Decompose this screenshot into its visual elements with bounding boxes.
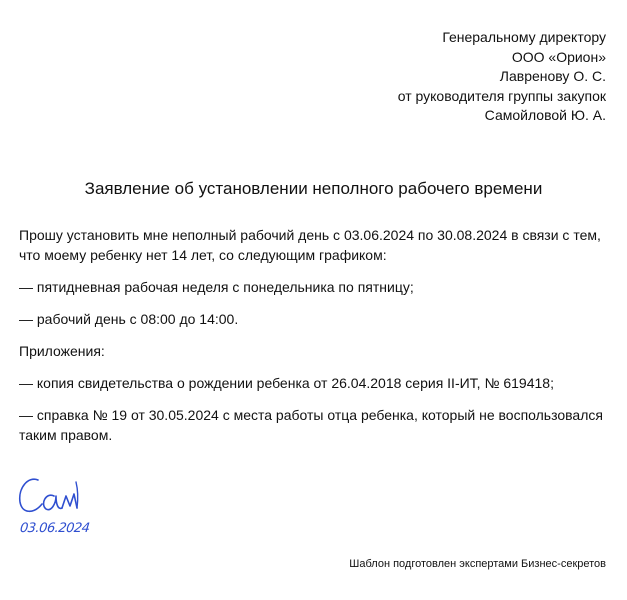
- attachments-heading: Приложения:: [19, 343, 105, 359]
- attachment-birth-certificate: — копия свидетельства о рождении ребенка от 26.04.2018 серия II-ИТ, № 619418;: [19, 375, 554, 391]
- document-body: [19, 225, 609, 445]
- addressee-name: Лавренову О. С.: [499, 68, 606, 84]
- addressee-company: ООО «Орион»: [511, 48, 606, 65]
- document-title: Заявление об установлении неполного рабочего времени: [84, 179, 543, 198]
- sender-position: от руководителя группы закупок: [397, 87, 606, 104]
- schedule-item-hours: — рабочий день с 08:00 до 14:00.: [19, 311, 239, 327]
- signature-date: 03.06.2024: [19, 521, 91, 536]
- attachment-father-certificate: — справка № 19 от 30.05.2024 с места работы отца ребенка, который не воспользовался таким правом.: [19, 407, 603, 443]
- addressee-position: Генеральному директору: [442, 29, 606, 45]
- sender-name: Самойловой Ю. А.: [484, 107, 606, 123]
- template-credit: Шаблон подготовлен экспертами Бизнес-секретов: [349, 558, 606, 570]
- request-paragraph: Прошу установить мне неполный рабочий день с 03.06.2024 по 30.08.2024 в связи с тем, что моему ребенку нет 14 лет, со следующим графиком:: [19, 227, 601, 263]
- schedule-item-workweek: — пятидневная рабочая неделя с понедельника по пятницу;: [19, 279, 414, 295]
- handwritten-signature: [14, 474, 104, 518]
- addressee-block: [398, 28, 606, 126]
